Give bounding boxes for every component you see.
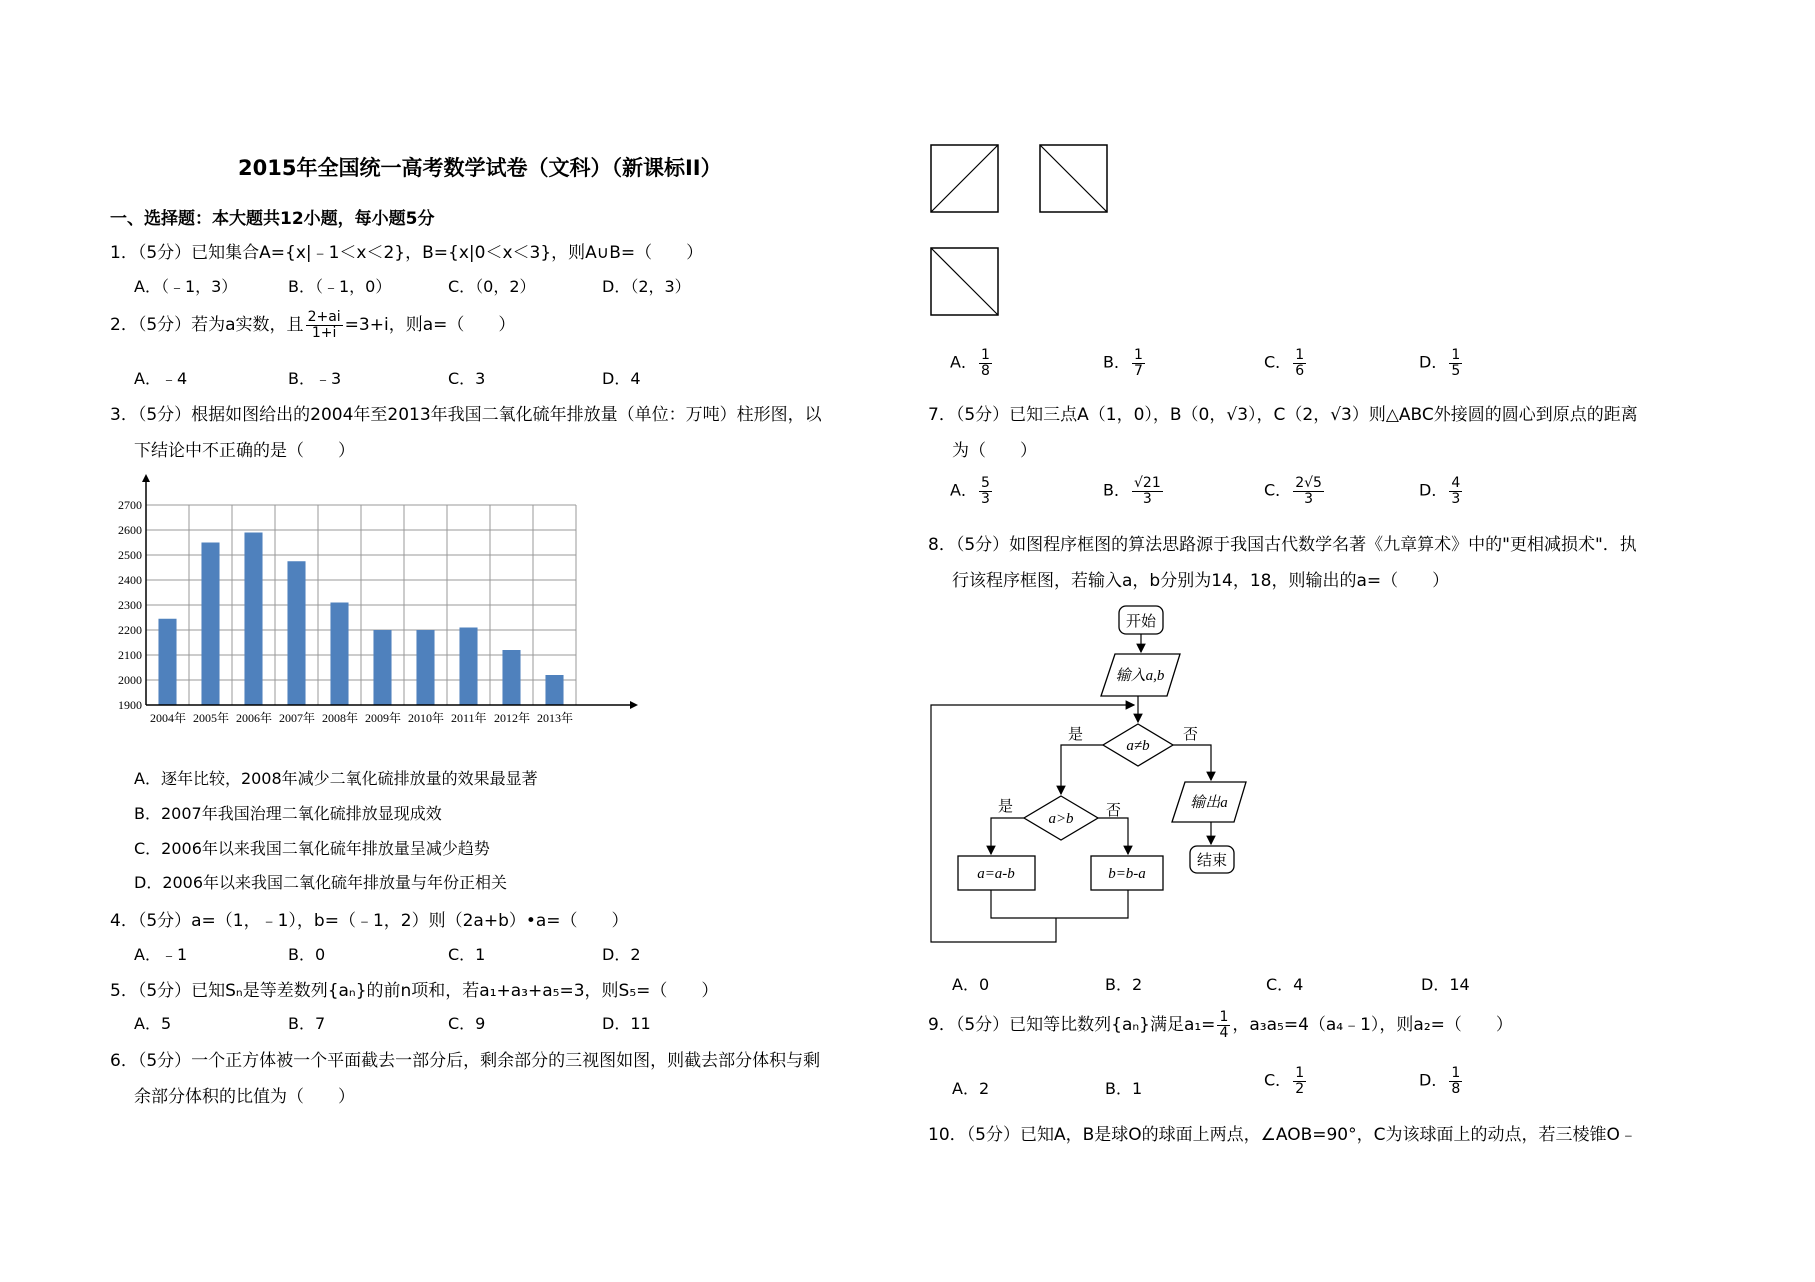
chart-y-tick-label: 2400 [118, 573, 142, 587]
q7-option-b [1103, 476, 1165, 506]
flow-yes-label-1: 是 [1068, 727, 1084, 743]
q5-stem: 5．（5分）已知Sₙ是等差数列{aₙ}的前n项和，若a₁+a₃+a₅=3，则S₅=（ ） [110, 981, 719, 1001]
q3-stem-line1: 3．（5分）根据如图给出的2004年至2013年我国二氧化硫年排放量（单位：万吨）柱形图，以 [110, 405, 822, 425]
q9-option-a: A．2 [952, 1079, 990, 1098]
section-heading: 一、选择题：本大题共12小题，每小题5分 [110, 209, 435, 229]
q6-option-d-den: 5 [1451, 362, 1461, 379]
q2-fraction-den: 1+i [311, 324, 337, 341]
q9-stem-post: ，a₃a₅=4（a₄﹣1），则a₂=（ ） [1232, 1015, 1513, 1036]
q7-option-c-num: 2√5 [1295, 475, 1322, 491]
flow-output-label: 输出a [1190, 795, 1228, 811]
chart-x-tick-label: 2012年 [494, 711, 531, 725]
flow-start-label: 开始 [1125, 614, 1157, 630]
flow-no-label-2: 否 [1106, 803, 1122, 819]
q7-option-c-den: 3 [1304, 490, 1314, 507]
q8-option-a: A．0 [952, 975, 990, 994]
chart-x-tick-label: 2009年 [365, 711, 402, 725]
q9-option-d [1419, 1066, 1464, 1096]
q9-option-c-num: 1 [1295, 1065, 1305, 1081]
flow-merge-line [991, 890, 1128, 918]
q2-fraction [306, 310, 343, 340]
q7-option-c-label: C． [1264, 480, 1292, 500]
page-title: 2015年全国统一高考数学试卷（文科）（新课标II） [238, 156, 722, 180]
q6-option-d-num: 1 [1451, 347, 1461, 363]
q6-option-b [1103, 348, 1147, 378]
q9-option-c [1264, 1066, 1308, 1096]
q4-option-a: A．﹣1 [134, 945, 188, 964]
view-diagonal-top [931, 248, 998, 315]
q2-option-c: C．3 [448, 369, 486, 388]
chart-bar [287, 561, 305, 705]
q2-fraction-num: 2+ai [307, 309, 341, 325]
chart-y-tick-label: 1900 [118, 698, 142, 712]
flow-arrow [991, 818, 1024, 854]
q9-stem-pre: 9．（5分）已知等比数列{aₙ}满足a₁= [928, 1015, 1216, 1036]
q2-stem-post: =3+i，则a=（ ） [344, 315, 516, 336]
q3-option-a: A．逐年比较，2008年减少二氧化硫排放量的效果最显著 [134, 769, 538, 788]
chart-x-tick-label: 2007年 [279, 711, 316, 725]
q7-option-a-label: A． [950, 480, 977, 500]
flow-decision-2-label: a>b [1048, 811, 1074, 827]
chart-y-tick-label: 2600 [118, 523, 142, 537]
q4-stem: 4．（5分）a=（1，﹣1），b=（﹣1，2）则（2a+b）•a=（ ） [110, 911, 629, 931]
q6-option-c [1264, 348, 1308, 378]
flow-end-label: 结束 [1196, 853, 1228, 869]
flow-no-label-1: 否 [1183, 727, 1199, 743]
q7-option-a [950, 476, 994, 506]
q9-stem [928, 1010, 1513, 1040]
q7-option-b-num: √21 [1133, 475, 1161, 491]
q4-option-d: D．2 [602, 945, 641, 964]
q7-option-b-label: B． [1103, 480, 1130, 500]
q2-stem [110, 310, 515, 340]
chart-x-tick-label: 2010年 [408, 711, 445, 725]
q4-option-b: B．0 [288, 945, 326, 964]
q7-stem-line1: 7．（5分）已知三点A（1，0），B（0，√3），C（2，√3）则△ABC外接圆的圆心到原点的距离 [928, 405, 1638, 425]
q7-option-d-den: 3 [1451, 490, 1461, 507]
chart-bar [373, 630, 391, 705]
q7-option-b-den: 3 [1142, 490, 1152, 507]
q6-option-a-den: 8 [980, 362, 990, 379]
q8-option-c: C．4 [1266, 975, 1304, 994]
q5-option-b: B．7 [288, 1014, 326, 1033]
flow-arrow [1098, 818, 1128, 854]
q9-option-c-label: C． [1264, 1070, 1292, 1090]
chart-y-tick-label: 2300 [118, 598, 142, 612]
q6-option-c-label: C． [1264, 352, 1292, 372]
q9-fraction [1217, 1010, 1230, 1040]
q1-option-c: C．（0，2） [448, 277, 536, 296]
q1-option-b: B．（﹣1，0） [288, 277, 392, 296]
q8-stem-line1: 8．（5分）如图程序框图的算法思路源于我国古代数学名著《九章算术》中的"更相减损术"．执 [928, 535, 1637, 555]
flowchart [928, 600, 1258, 950]
q5-option-d: D．11 [602, 1014, 651, 1033]
view-diagonal-front [931, 145, 998, 212]
q8-option-d: D．14 [1421, 975, 1470, 994]
q2-option-b: B．﹣3 [288, 369, 342, 388]
chart-y-ticks [118, 498, 142, 712]
q6-option-a-num: 1 [980, 347, 990, 363]
q10-stem: 10．（5分）已知A，B是球O的球面上两点，∠AOB=90°，C为该球面上的动点，若三棱锥O﹣ [928, 1125, 1637, 1145]
chart-bar [545, 675, 563, 705]
q6-option-a [950, 348, 994, 378]
q8-option-b: B．2 [1105, 975, 1143, 994]
view-diagonal-side [1040, 145, 1107, 212]
q1-option-a: A．（﹣1，3） [134, 277, 238, 296]
chart-bar [158, 619, 176, 705]
flow-decision-1-label: a≠b [1126, 738, 1150, 754]
q6-option-d-label: D． [1419, 352, 1448, 372]
q9-fraction-den: 4 [1219, 1024, 1229, 1041]
q9-option-d-den: 8 [1451, 1080, 1461, 1097]
chart-x-tick-label: 2011年 [451, 711, 487, 725]
q4-option-c: C．1 [448, 945, 486, 964]
q7-option-d-num: 4 [1451, 475, 1461, 491]
chart-bar [201, 543, 219, 706]
q7-option-d [1419, 476, 1464, 506]
q9-option-b: B．1 [1105, 1079, 1143, 1098]
three-view-figure [928, 142, 1118, 318]
so2-bar-chart [110, 470, 640, 735]
q1-option-d: D．（2，3） [602, 277, 691, 296]
q7-option-c [1264, 476, 1326, 506]
chart-x-tick-label: 2004年 [150, 711, 187, 725]
q7-option-d-label: D． [1419, 480, 1448, 500]
q6-option-c-num: 1 [1295, 347, 1305, 363]
chart-x-tick-label: 2005年 [193, 711, 230, 725]
x-axis-arrow [630, 701, 638, 709]
chart-bar [330, 603, 348, 706]
flow-assign-1-label: a=a-b [977, 866, 1015, 882]
flow-arrow [1061, 745, 1103, 794]
q3-stem-line2: 下结论中不正确的是（ ） [134, 441, 355, 461]
q7-option-a-den: 3 [980, 490, 990, 507]
chart-x-tick-label: 2006年 [236, 711, 273, 725]
q6-stem-line2: 余部分体积的比值为（ ） [134, 1087, 355, 1107]
q6-option-c-den: 6 [1295, 362, 1305, 379]
chart-bar [244, 533, 262, 706]
q9-option-d-num: 1 [1451, 1065, 1461, 1081]
chart-x-tick-label: 2013年 [537, 711, 574, 725]
q9-fraction-num: 1 [1219, 1009, 1229, 1025]
flow-yes-label-2: 是 [998, 799, 1014, 815]
flow-input-label: 输入a,b [1115, 668, 1165, 684]
flow-assign-2-label: b=b-a [1108, 866, 1146, 882]
q7-stem-line2: 为（ ） [952, 441, 1037, 461]
q5-option-c: C．9 [448, 1014, 486, 1033]
q1-stem: 1．（5分）已知集合A={x|﹣1＜x＜2}，B={x|0＜x＜3}，则A∪B=（ ） [110, 243, 704, 263]
q9-option-c-den: 2 [1295, 1080, 1305, 1097]
q8-stem-line2: 行该程序框图，若输入a，b分别为14，18，则输出的a=（ ） [952, 571, 1450, 591]
chart-x-ticks [150, 710, 573, 725]
chart-y-tick-label: 2500 [118, 548, 142, 562]
chart-bar [459, 628, 477, 706]
q2-option-a: A．﹣4 [134, 369, 188, 388]
q6-option-b-num: 1 [1133, 347, 1143, 363]
q3-option-c: C．2006年以来我国二氧化硫年排放量呈减少趋势 [134, 839, 490, 858]
q3-option-d: D．2006年以来我国二氧化硫年排放量与年份正相关 [134, 873, 508, 892]
q2-stem-pre: 2．（5分）若为a实数，且 [110, 315, 304, 336]
q2-option-d: D．4 [602, 369, 641, 388]
q5-option-a: A．5 [134, 1014, 172, 1033]
chart-bar [416, 630, 434, 705]
chart-y-tick-label: 2200 [118, 623, 142, 637]
chart-bar [502, 650, 520, 705]
q9-option-d-label: D． [1419, 1070, 1448, 1090]
q6-stem-line1: 6．（5分）一个正方体被一个平面截去一部分后，剩余部分的三视图如图，则截去部分体积与剩 [110, 1051, 821, 1071]
chart-y-tick-label: 2000 [118, 673, 142, 687]
q7-option-a-num: 5 [980, 475, 990, 491]
q6-option-b-label: B． [1103, 352, 1130, 372]
chart-x-tick-label: 2008年 [322, 711, 359, 725]
q3-option-b: B．2007年我国治理二氧化硫排放显现成效 [134, 804, 442, 823]
chart-y-tick-label: 2100 [118, 648, 142, 662]
q6-option-a-label: A． [950, 352, 977, 372]
q6-option-b-den: 7 [1133, 362, 1143, 379]
flow-arrow [1173, 745, 1211, 780]
chart-y-tick-label: 2700 [118, 498, 142, 512]
q6-option-d [1419, 348, 1464, 378]
y-axis-arrow [142, 474, 150, 482]
